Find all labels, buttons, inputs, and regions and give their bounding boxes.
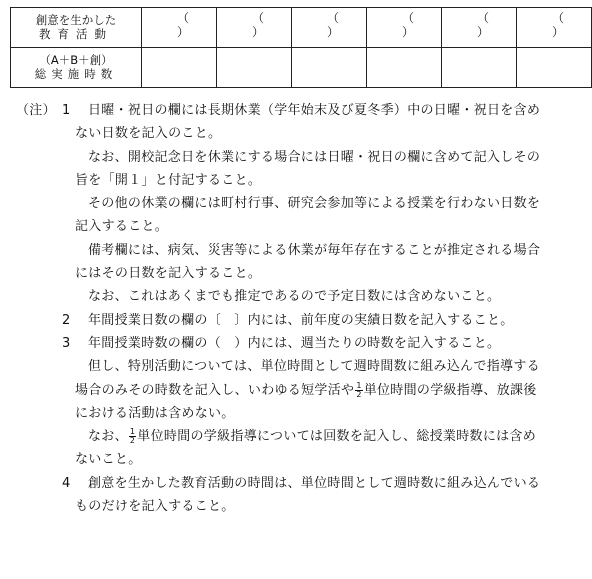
paren-placeholder: （ ）	[476, 10, 501, 40]
note-text: 場合のみその時数を記入し、いわゆる短学活や	[75, 382, 355, 398]
note-line	[16, 472, 582, 495]
row-header-creative-activities	[11, 8, 142, 48]
table-cell	[517, 48, 592, 88]
note-line: その他の休業の欄には町村行事、研究会参加等による授業を行わない日数を	[88, 196, 541, 212]
table-row-creative-activities	[11, 8, 592, 48]
note-line: にはその日数を記入すること。	[75, 266, 262, 282]
table-cell	[442, 48, 517, 88]
table-cell	[517, 8, 592, 48]
note-number: 1	[62, 103, 71, 118]
note-line	[16, 309, 582, 332]
table-cell	[442, 8, 517, 48]
note-line: 記入すること。	[75, 219, 169, 235]
notes-section	[16, 99, 582, 518]
note-line: における活動は含めない。	[75, 405, 235, 421]
note-line: なお、これはあくまでも推定であるので予定日数には含めないこと。	[88, 289, 501, 305]
notes-label: （注）	[16, 103, 56, 118]
note-line	[16, 379, 582, 402]
fraction-numerator: 1	[129, 427, 136, 437]
fraction-numerator: 1	[356, 380, 362, 390]
note-line: なお、開校記念日を休業にする場合には日曜・祝日の欄に含めて記入しその	[88, 149, 541, 165]
note-text: 単位時間の学級指導、放課後	[363, 382, 537, 398]
one-half-fraction	[355, 382, 362, 399]
table-cell	[367, 8, 442, 48]
note-number: 2	[62, 312, 71, 328]
note-line: ないこと。	[75, 452, 142, 468]
note-line: 備考欄には、病気、災害等による休業が毎年存在することが推定される場合	[88, 242, 541, 258]
table-row-total-hours	[11, 48, 592, 88]
paren-placeholder: （ ）	[176, 10, 201, 40]
row-header-total-hours	[11, 48, 142, 88]
table-cell	[292, 8, 367, 48]
note-line: 但し、特別活動については、単位時間として週時間数に組み込んで指導する	[88, 359, 540, 375]
paren-placeholder: （ ）	[326, 10, 351, 40]
row-header-line: 教育活動	[39, 26, 113, 41]
table-cell	[367, 48, 442, 88]
note-text: 年間授業時数の欄の（ ）内には、週当たりの時数を記入すること。	[88, 335, 501, 351]
table-cell	[217, 48, 292, 88]
note-line	[16, 425, 582, 448]
table-cell	[142, 8, 217, 48]
note-text: なお、	[88, 429, 128, 445]
row-header-line: 総実施時数	[34, 66, 118, 81]
table-cell	[217, 8, 292, 48]
paren-placeholder: （ ）	[551, 10, 576, 40]
note-number: 3	[62, 335, 71, 351]
note-line: ない日数を記入のこと。	[75, 126, 222, 142]
fraction-denominator: 2	[356, 389, 362, 399]
row-header-line: 創意を生かした	[35, 12, 117, 27]
note-text: 日曜・祝日の欄には長期休業（学年始末及び夏冬季）中の日曜・祝日を含め	[88, 103, 541, 118]
note-line: ものだけを記入すること。	[75, 499, 235, 515]
note-number: 4	[62, 475, 71, 491]
one-half-fraction	[129, 428, 136, 445]
table-cell	[292, 48, 367, 88]
note-text: 創意を生かした教育活動の時間は、単位時間として週時数に組み込んでいる	[88, 475, 541, 491]
paren-placeholder: （ ）	[401, 10, 426, 40]
note-line	[16, 99, 582, 122]
summary-table	[10, 7, 592, 88]
note-text: 単位時間の学級指導については回数を記入し、総授業時数には含め	[137, 429, 537, 445]
note-text: 年間授業日数の欄の〔 〕内には、前年度の実績日数を記入すること。	[88, 312, 514, 328]
note-line	[16, 332, 582, 355]
row-header-line: （A＋B＋創）	[39, 52, 113, 67]
table-cell	[142, 48, 217, 88]
note-line: 旨を「開１」と付記すること。	[75, 172, 262, 188]
paren-placeholder: （ ）	[251, 10, 276, 40]
fraction-denominator: 2	[129, 436, 136, 446]
